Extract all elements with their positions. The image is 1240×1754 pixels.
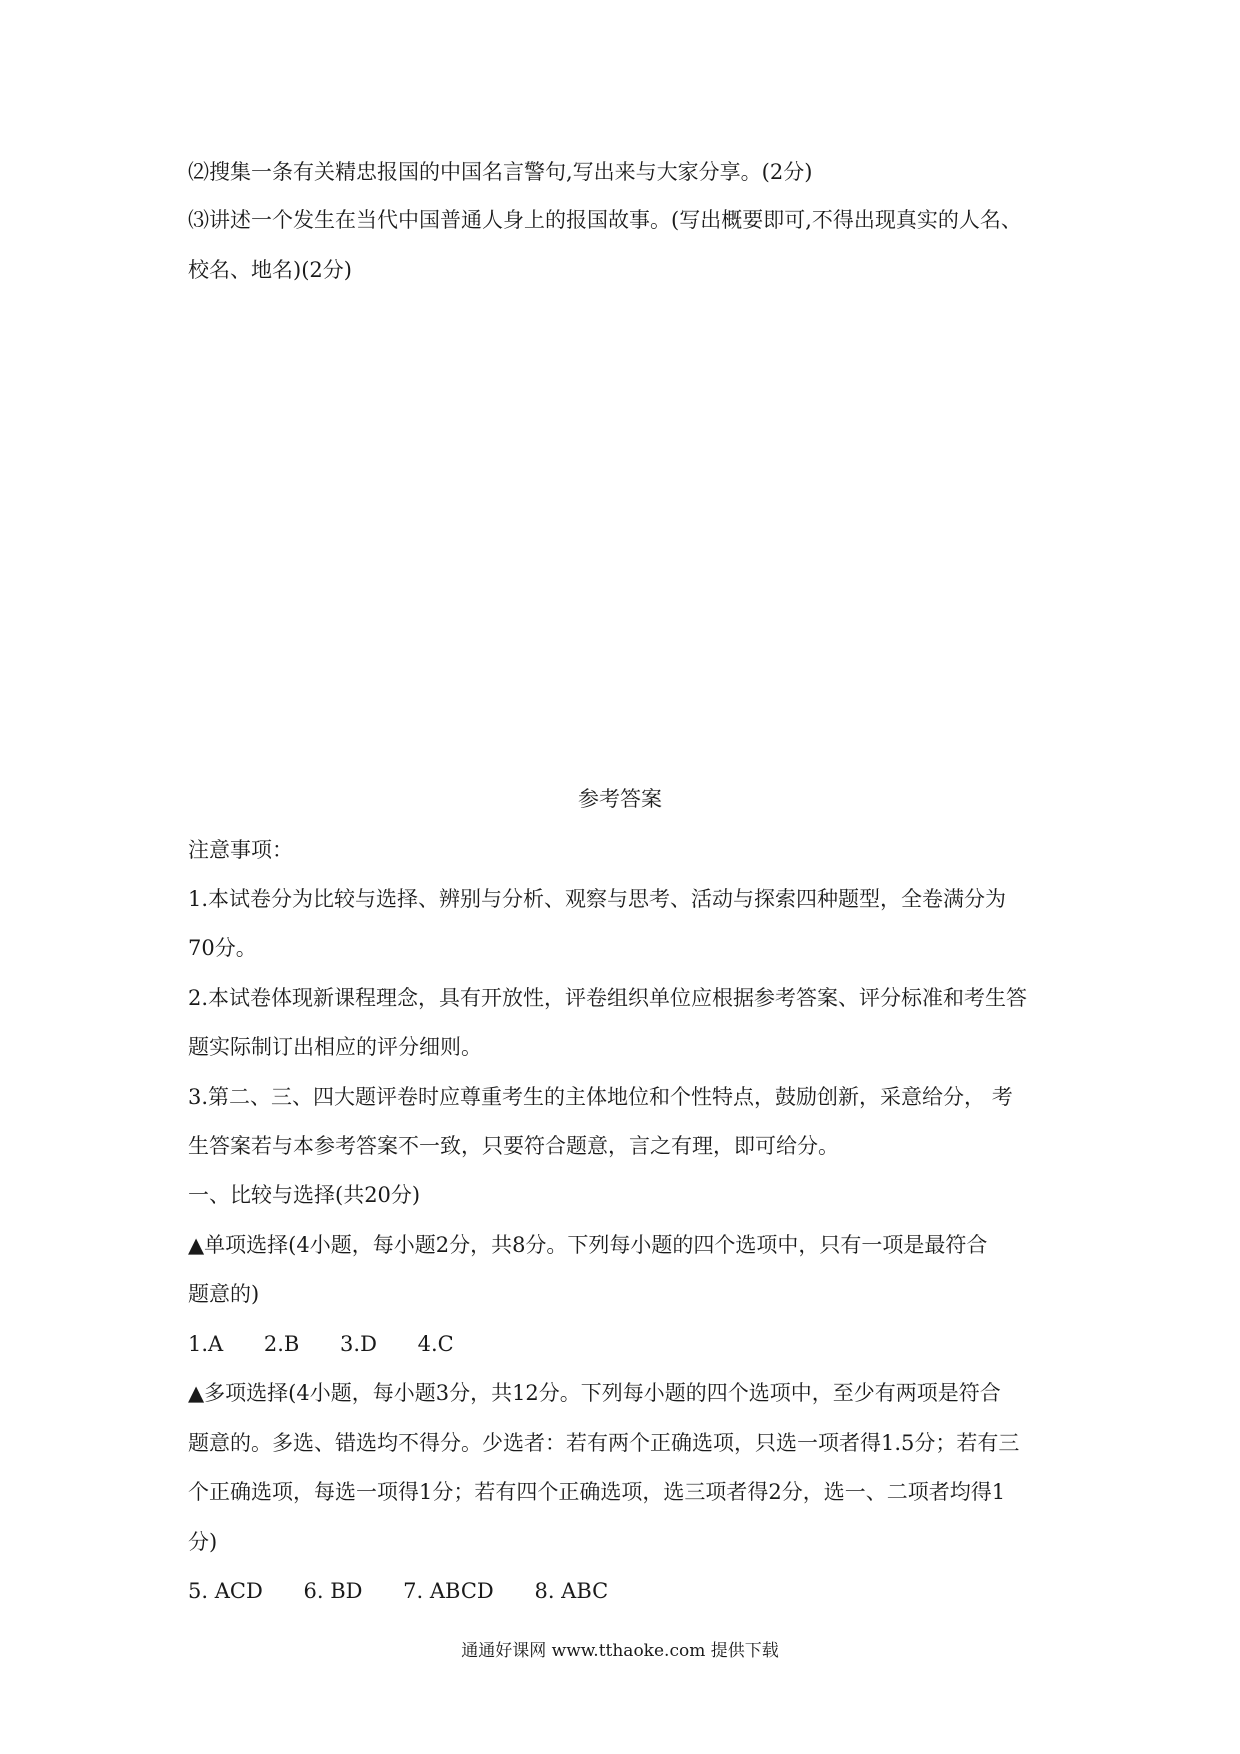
note-3-line-2: 生答案若与本参考答案不一致，只要符合题意，言之有理，即可给分。 <box>188 1134 839 1158</box>
notes-heading: 注意事项： <box>188 838 293 862</box>
single-choice-answers <box>188 1329 488 1359</box>
question-3-line-1: ⑶讲述一个发生在当代中国普通人身上的报国故事。(写出概要即可,不得出现真实的人名、 <box>188 208 1022 232</box>
answer-6: 6. BD <box>303 1579 363 1603</box>
single-choice-line-1: ▲单项选择(4小题，每小题2分，共8分。下列每小题的四个选项中，只有一项是最符合 <box>188 1233 988 1257</box>
note-1-line-2: 70分。 <box>188 936 257 960</box>
multi-choice-line-2: 题意的。多选、错选均不得分。少选者：若有两个正确选项，只选一项者得1.5分；若有三 <box>188 1431 1020 1455</box>
note-3-line-1: 3.第二、三、四大题评卷时应尊重考生的主体地位和个性特点，鼓励创新，采意给分， 考 <box>188 1085 1013 1109</box>
multi-choice-line-1: ▲多项选择(4小题，每小题3分，共12分。下列每小题的四个选项中，至少有两项是符合 <box>188 1381 1001 1405</box>
footer-text: 通通好课网 www.tthaoke.com 提供下载 <box>461 1641 779 1661</box>
answer-4: 4.C <box>417 1332 454 1356</box>
question-2: ⑵搜集一条有关精忠报国的中国名言警句,写出来与大家分享。(2分) <box>188 160 813 184</box>
note-1-line-1: 1.本试卷分为比较与选择、辨别与分析、观察与思考、活动与探索四种题型，全卷满分为 <box>188 887 1007 911</box>
answer-3: 3.D <box>340 1332 377 1356</box>
multi-choice-answers <box>188 1576 642 1606</box>
answer-5: 5. ACD <box>188 1579 263 1603</box>
note-2-line-1: 2.本试卷体现新课程理念，具有开放性，评卷组织单位应根据参考答案、评分标准和考生答 <box>188 986 1028 1010</box>
single-choice-line-2: 题意的) <box>188 1282 260 1306</box>
multi-choice-line-4: 分) <box>188 1530 218 1554</box>
answer-1: 1.A <box>188 1332 224 1356</box>
answer-8: 8. ABC <box>534 1579 609 1603</box>
section-1-heading: 一、比较与选择(共20分) <box>188 1183 421 1207</box>
note-2-line-2: 题实际制订出相应的评分细则。 <box>188 1035 482 1059</box>
answers-title: 参考答案 <box>578 787 662 811</box>
answer-7: 7. ABCD <box>403 1579 494 1603</box>
multi-choice-line-3: 个正确选项，每选一项得1分；若有四个正确选项，选三项者得2分，选一、二项者均得1 <box>188 1480 1006 1504</box>
answer-2: 2.B <box>263 1332 300 1356</box>
question-3-line-2: 校名、地名)(2分) <box>188 258 352 282</box>
